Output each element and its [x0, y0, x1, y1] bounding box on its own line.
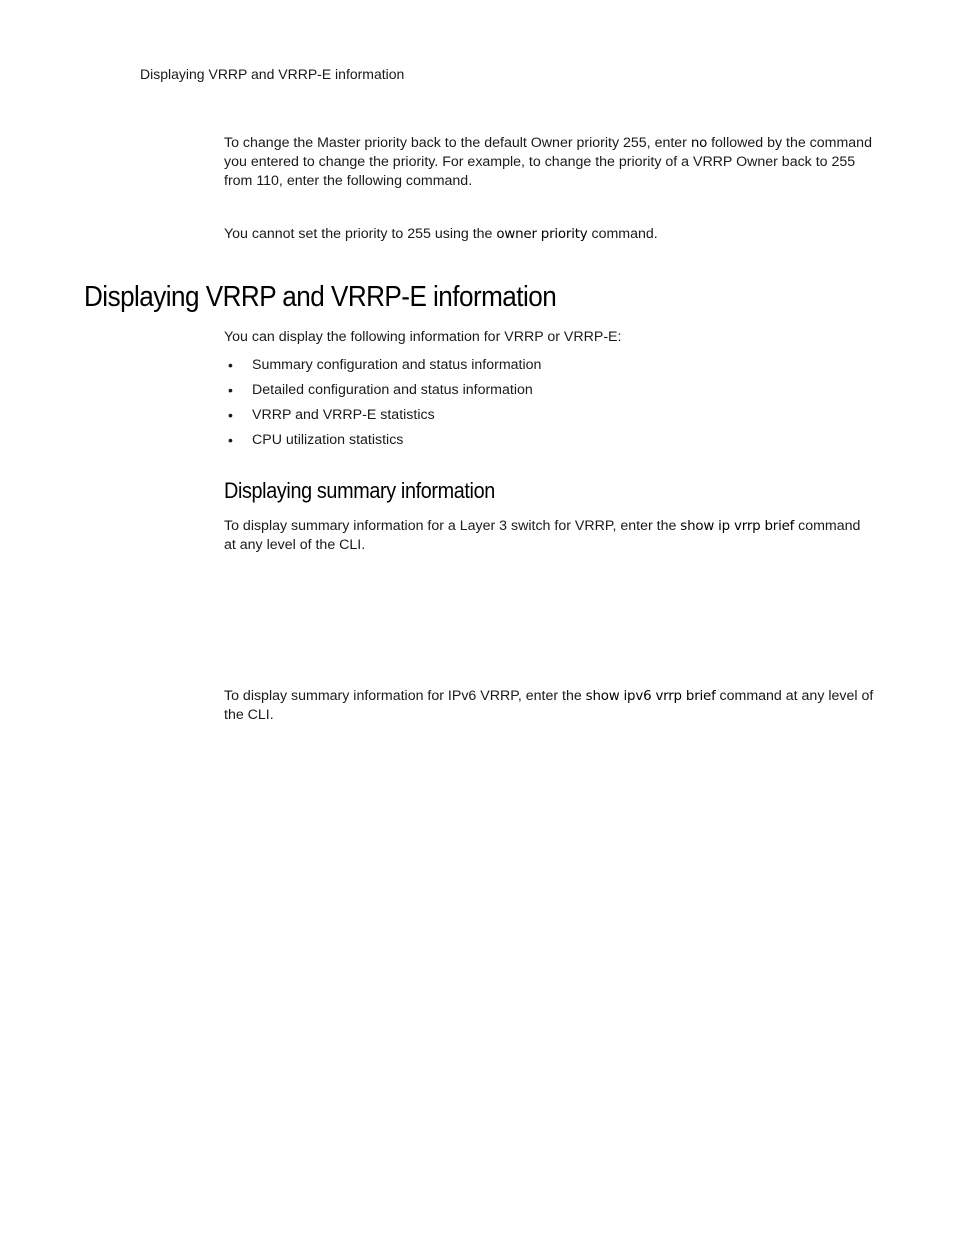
list-item-text: Detailed configuration and status information [252, 382, 533, 398]
command-no: no [690, 136, 708, 151]
bullet-icon: • [228, 432, 233, 448]
summary-text-3: To display summary information for IPv6 VRRP, enter the [224, 688, 586, 704]
intro-text-2: followed by the command you entered to change the priority. For example, to change the priority of a VRRP Owner back to 255 from 110, enter the following command. [224, 135, 872, 189]
summary-paragraph-ip [224, 517, 874, 555]
summary-text-4: command at any level of the CLI. [224, 688, 874, 723]
intro-paragraph-no-command [224, 134, 874, 191]
bullet-icon: • [228, 407, 233, 423]
list-item-text: Summary configuration and status information [252, 357, 542, 373]
list-item-text: VRRP and VRRP-E statistics [252, 407, 435, 423]
list-item [224, 431, 541, 456]
bullet-icon: • [228, 357, 233, 373]
info-bullet-list [224, 356, 541, 456]
running-header: Displaying VRRP and VRRP-E information [140, 66, 405, 82]
intro-text-4: command. [587, 226, 658, 242]
command-owner-priority: owner priority [496, 227, 588, 242]
list-item [224, 406, 541, 431]
summary-text-2: command at any level of the CLI. [224, 518, 861, 553]
section-lead: You can display the following information for VRRP or VRRP-E: [224, 329, 622, 345]
intro-text-1: To change the Master priority back to the default Owner priority 255, enter [224, 135, 691, 151]
intro-text-3: You cannot set the priority to 255 using the [224, 226, 497, 242]
list-item [224, 356, 541, 381]
bullet-icon: • [228, 382, 233, 398]
section-heading: Displaying VRRP and VRRP-E information [84, 281, 557, 313]
subsection-heading: Displaying summary information [224, 478, 495, 503]
list-item [224, 381, 541, 406]
summary-text-1: To display summary information for a Layer 3 switch for VRRP, enter the [224, 518, 681, 534]
command-show-ip-vrrp-brief: show ip vrrp brief [680, 519, 795, 534]
command-show-ipv6-vrrp-brief: show ipv6 vrrp brief [585, 689, 716, 704]
list-item-text: CPU utilization statistics [252, 432, 404, 448]
intro-paragraph-owner-priority [224, 225, 874, 244]
summary-paragraph-ipv6 [224, 687, 874, 725]
